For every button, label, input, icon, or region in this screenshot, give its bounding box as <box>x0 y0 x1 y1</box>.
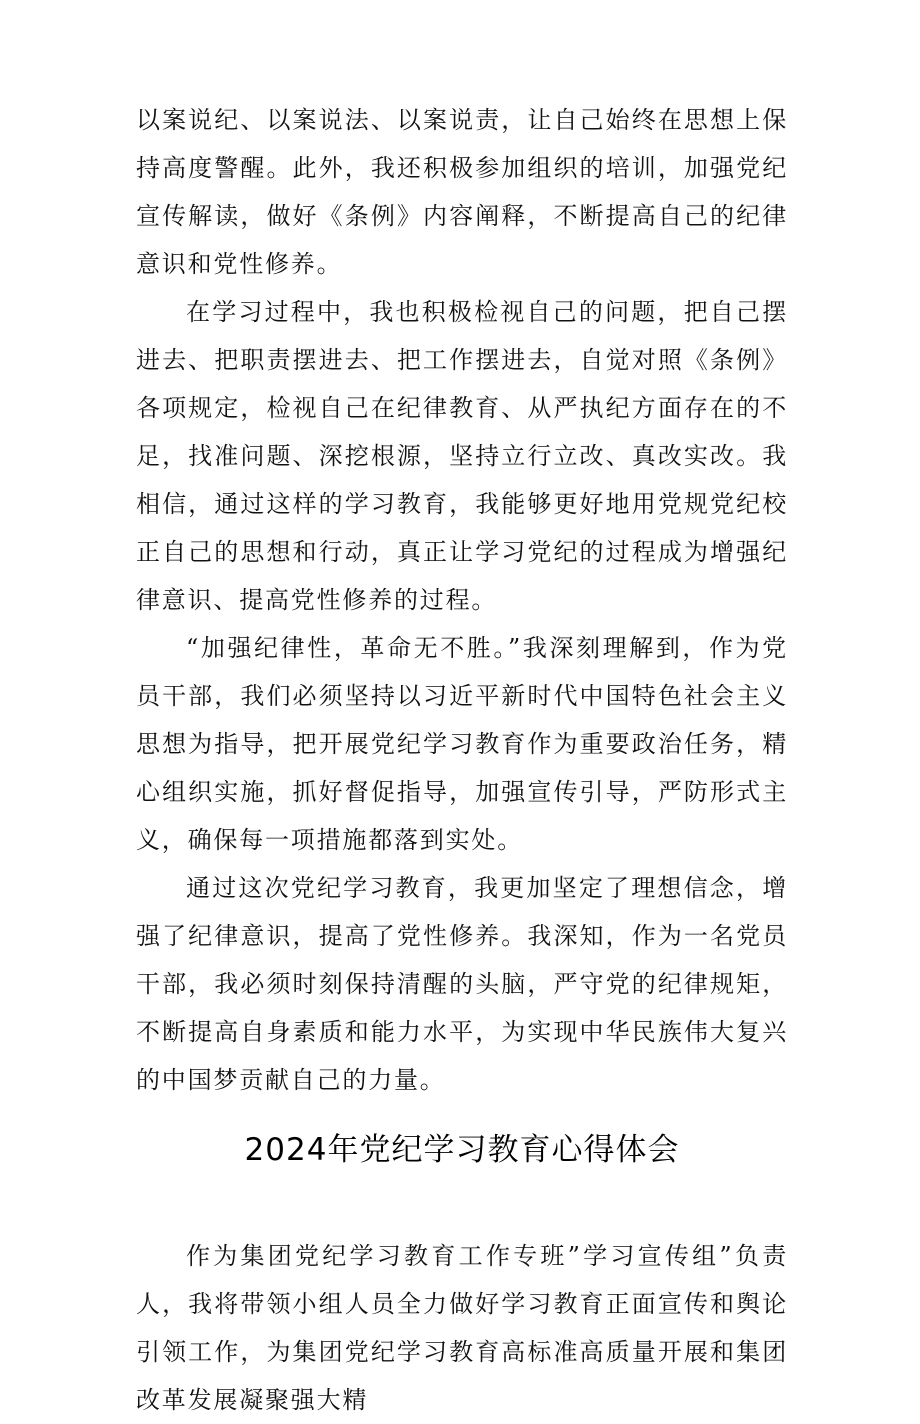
title-spacing <box>136 1180 788 1232</box>
paragraph-self-examination: 在学习过程中，我也积极检视自己的问题，把自己摆进去、把职责摆进去、把工作摆进去，自觉对照《条例》各项规定，检视自己在纪律教育、从严执纪方面存在的不足，找准问题、深挖根源，坚持立行立改、真改实改。我相信，通过这样的学习教育，我能够更好地用党规党纪校正自己的思想和行动，真正让学习党纪的过程成为增强纪律意识、提高党性修养的过程。 <box>136 298 788 614</box>
document-body <box>136 96 788 1424</box>
paragraph-continuation: 以案说纪、以案说法、以案说责，让自己始终在思想上保持高度警醒。此外，我还积极参加组织的培训，加强党纪宣传解读，做好《条例》内容阐释，不断提高自己的纪律意识和党性修养。 <box>136 106 788 278</box>
section-title: 2024年党纪学习教育心得体会 <box>244 1132 680 1168</box>
paragraph-conclusion: 通过这次党纪学习教育，我更加坚定了理想信念，增强了纪律意识，提高了党性修养。我深知，作为一名党员干部，我必须时刻保持清醒的头脑，严守党的纪律规矩，不断提高自身素质和能力水平，为实现中华民族伟大复兴的中国梦贡献自己的力量。 <box>136 874 788 1094</box>
paragraph-discipline-quote: “加强纪律性，革命无不胜。”我深刻理解到，作为党员干部，我们必须坚持以习近平新时代中国特色社会主义思想为指导，把开展党纪学习教育作为重要政治任务，精心组织实施，抓好督促指导，加强宣传引导，严防形式主义，确保每一项措施都落到实处。 <box>136 634 788 854</box>
paragraph-new-section: 作为集团党纪学习教育工作专班”学习宣传组”负责人，我将带领小组人员全力做好学习教育正面宣传和舆论引领工作，为集团党纪学习教育高标准高质量开展和集团改革发展凝聚强大精 <box>136 1242 788 1414</box>
